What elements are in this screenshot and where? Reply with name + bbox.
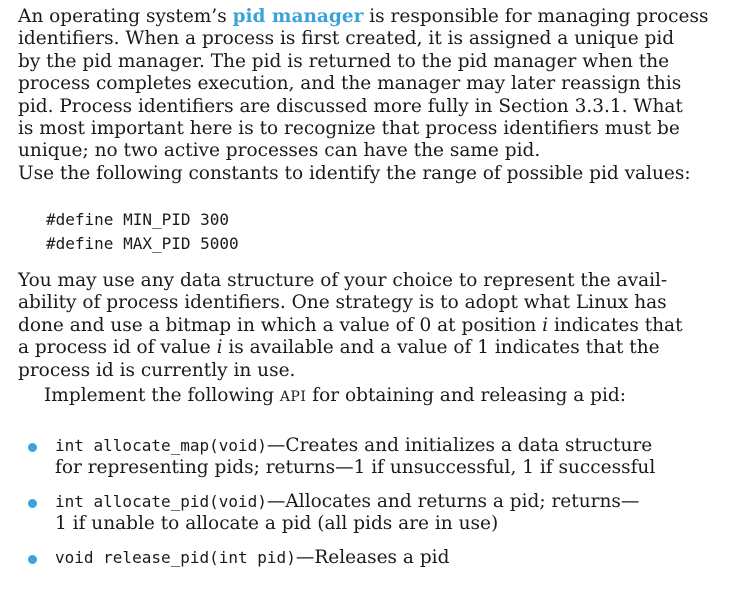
bitmap-paragraph	[18, 270, 683, 382]
code-line-min-pid: #define MIN_PID 300	[46, 210, 230, 229]
intro-line-8: Use the following constants to identify the range of possible pid values:	[18, 162, 691, 184]
code-line-max-pid: #define MAX_PID 5000	[46, 234, 239, 253]
list-item-allocate-map: int allocate_map(void)—Creates and initializes a data structure for representing pids; returns—1 if unsuccessful, 1 if successful	[26, 435, 666, 480]
intro-line-4: process completes execution, and the manager may later reassign this	[18, 73, 682, 95]
intro-line-1: An operating system’s pid manager is responsible for managing process	[18, 6, 709, 27]
api-term: API	[279, 389, 307, 405]
intro-line-3: by the pid manager. The pid is returned to the pid manager when the	[18, 50, 670, 72]
list-item-allocate-pid: int allocate_pid(void)—Allocates and returns a pid; returns— 1 if unable to allocate a pid (all pids are in use)	[26, 491, 666, 536]
para2-line-2: ability of process identifiers. One strategy is to adopt what Linux has	[18, 292, 667, 314]
implement-instruction: Implement the following API for obtaining and releasing a pid:	[44, 385, 626, 406]
para2-line-4: a process id of value i is available and a value of 1 indicates that the	[18, 337, 660, 359]
intro-line-5: pid. Process identifiers are discussed more fully in Section 3.3.1. What	[18, 95, 683, 117]
pid-manager-term: pid manager	[232, 6, 364, 27]
bullet-dot-icon	[28, 499, 37, 508]
intro-line-2: identifiers. When a process is first created, it is assigned a unique pid	[18, 28, 675, 50]
intro-line-7: unique; no two active processes can have the same pid.	[18, 140, 541, 162]
intro-line-6: is most important here is to recognize that process identifiers must be	[18, 118, 680, 140]
bullet-dot-icon	[28, 555, 37, 564]
code-block	[46, 208, 239, 256]
list-item-release-pid: void release_pid(int pid)—Releases a pid	[26, 547, 666, 569]
para2-line-5: process id is currently in use.	[18, 359, 296, 381]
function-signature: int allocate_map(void)	[55, 436, 267, 455]
function-signature: void release_pid(int pid)	[55, 547, 296, 567]
para2-line-1: You may use any data structure of your choice to represent the avail-	[18, 270, 668, 291]
api-function-list	[26, 435, 666, 580]
para2-line-3: done and use a bitmap in which a value of 0 at position i indicates that	[18, 314, 683, 336]
bullet-dot-icon	[28, 443, 37, 452]
function-signature: int allocate_pid(void)	[55, 491, 267, 511]
intro-paragraph	[18, 6, 709, 185]
